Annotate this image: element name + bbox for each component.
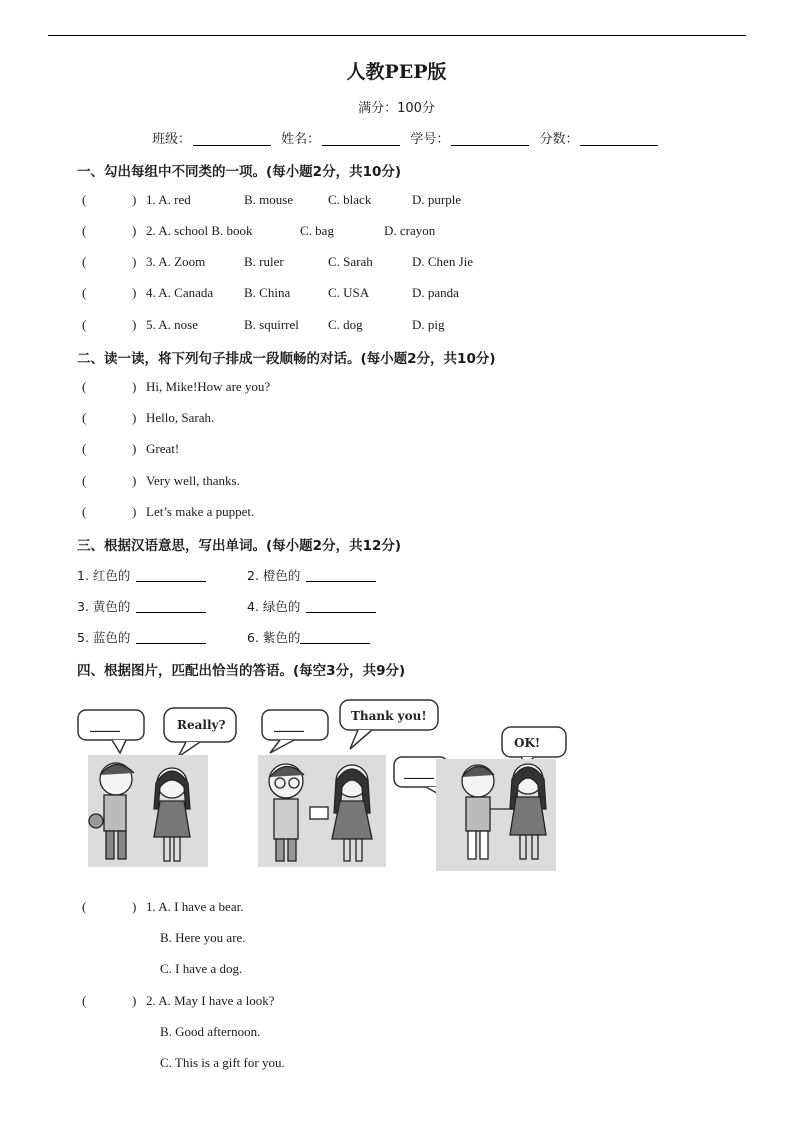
bubble-blank-3-text: _____	[404, 765, 434, 779]
name-blank[interactable]	[322, 131, 400, 146]
section-1-title: 一、勾出每组中不同类的一项。(每小题2分，共10分)	[77, 164, 402, 180]
s4-q1-option-b: B. Here you are.	[160, 930, 246, 945]
bubble-blank-1-text: _____	[90, 718, 120, 732]
answer-blank[interactable]	[136, 631, 206, 644]
class-field[interactable]: 班级：	[152, 128, 271, 147]
scene-1-children	[88, 755, 208, 867]
word-item-4[interactable]: 4. 绿色的	[247, 597, 376, 615]
bubble-thanks-text: Thank you!	[351, 709, 427, 723]
answer-blank[interactable]	[136, 600, 206, 613]
score-blank[interactable]	[580, 131, 658, 146]
section-2-title: 二、读一读，将下列句子排成一段顺畅的对话。(每小题2分，共10分)	[77, 351, 496, 367]
bubble-ok-text: OK!	[514, 736, 541, 750]
section-3-title: 三、根据汉语意思，写出单词。(每小题2分，共12分)	[77, 538, 402, 554]
name-field[interactable]: 姓名：	[281, 128, 400, 147]
bubble-really-text: Really?	[177, 718, 226, 732]
s4-q2-option-b: B. Good afternoon.	[160, 1024, 261, 1039]
word-item-3[interactable]: 3. 黄色的	[77, 597, 206, 615]
top-rule	[48, 35, 746, 36]
full-score: 满分：100分	[358, 101, 435, 116]
dialogue-illustration	[74, 697, 572, 875]
word-item-1[interactable]: 1. 红色的	[77, 566, 206, 584]
answer-blank[interactable]	[136, 569, 206, 582]
student-id-blank[interactable]	[451, 131, 529, 146]
student-id-field[interactable]: 学号：	[410, 128, 529, 147]
page-title: 人教PEP版	[346, 61, 447, 83]
class-blank[interactable]	[193, 131, 271, 146]
bubble-blank-2-text: _____	[274, 718, 304, 732]
s4-q2-option-c: C. This is a gift for you.	[160, 1055, 285, 1070]
scene-2-children	[258, 755, 386, 867]
answer-blank[interactable]	[300, 631, 370, 644]
score-field[interactable]: 分数：	[539, 128, 658, 147]
word-item-2[interactable]: 2. 橙色的	[247, 566, 376, 584]
word-item-5[interactable]: 5. 蓝色的	[77, 628, 206, 646]
answer-blank[interactable]	[306, 600, 376, 613]
s4-q1-option-c: C. I have a dog.	[160, 961, 243, 976]
scene-3-children	[436, 759, 556, 871]
word-item-6[interactable]: 6. 紫色的	[247, 628, 370, 646]
answer-blank[interactable]	[306, 569, 376, 582]
section-4-title: 四、根据图片，匹配出恰当的答语。(每空3分，共9分)	[77, 663, 406, 679]
student-info-fields	[152, 128, 664, 147]
